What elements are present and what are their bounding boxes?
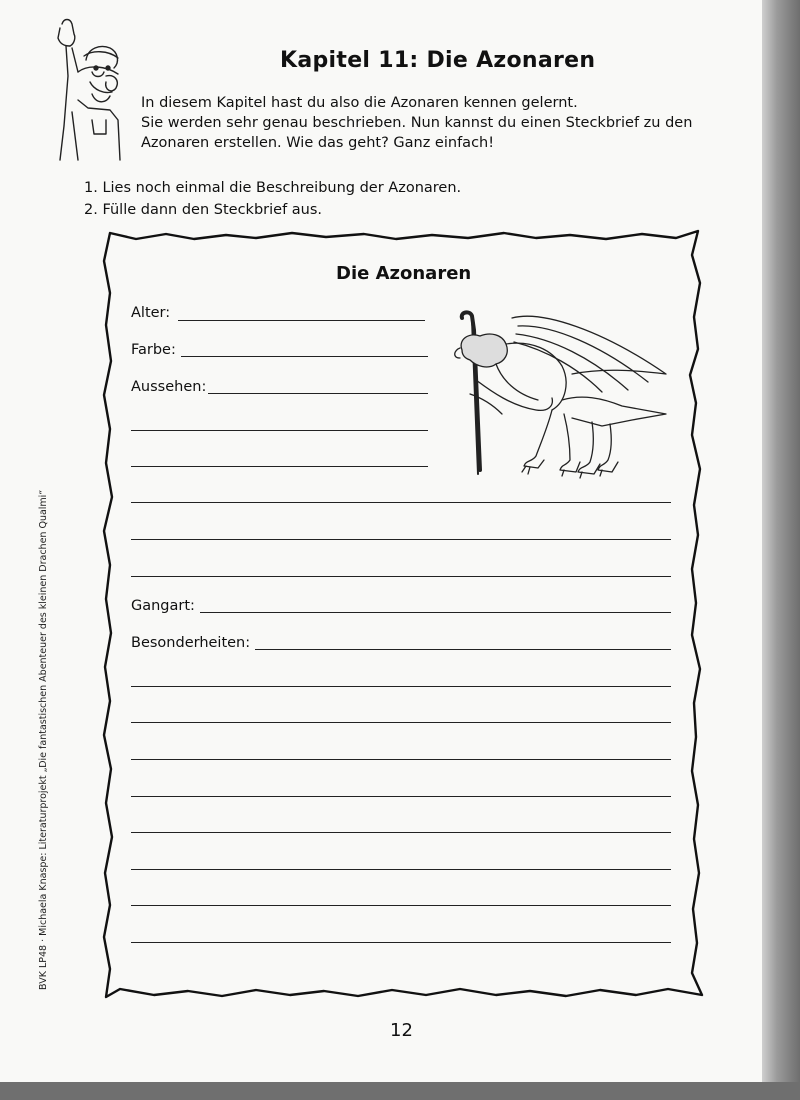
page-number: 12: [390, 1020, 413, 1041]
aussehen-answer-line[interactable]: [131, 502, 671, 503]
aussehen-answer-line[interactable]: [131, 466, 428, 467]
intro-line: Azonaren erstellen. Wie das geht? Ganz einfach!: [141, 135, 495, 151]
instruction-item: 2. Fülle dann den Steckbrief aus.: [84, 202, 323, 218]
aussehen-answer-line[interactable]: [208, 393, 428, 394]
aussehen-answer-line[interactable]: [131, 576, 671, 577]
intro-line: In diesem Kapitel hast du also die Azonaren kennen gelernt.: [141, 95, 578, 111]
intro-line: Sie werden sehr genau beschrieben. Nun kannst du einen Steckbrief zu den: [141, 115, 693, 131]
profile-heading: Die Azonaren: [336, 263, 472, 284]
besonderheiten-answer-line[interactable]: [131, 796, 671, 797]
aussehen-label: Aussehen:: [131, 379, 207, 395]
farbe-label: Farbe:: [131, 342, 176, 358]
besonderheiten-answer-line[interactable]: [131, 686, 671, 687]
gangart-answer-line[interactable]: [200, 612, 671, 613]
besonderheiten-answer-line[interactable]: [131, 832, 671, 833]
instruction-item: 1. Lies noch einmal die Beschreibung der Azonaren.: [84, 180, 462, 196]
farbe-answer-line[interactable]: [181, 356, 428, 357]
besonderheiten-label: Besonderheiten:: [131, 635, 251, 651]
page-edge-shadow: [762, 0, 800, 1100]
gangart-label: Gangart:: [131, 598, 195, 614]
besonderheiten-answer-line[interactable]: [255, 649, 671, 650]
azonar-creature-illustration: [452, 310, 674, 480]
aussehen-answer-line[interactable]: [131, 430, 428, 431]
publisher-credit: BVK LP48 · Michaela Knaspe: Literaturprojekt „Die fantastischen Abenteuer des kleinen Drachen Qualmi“: [38, 489, 49, 990]
chapter-title: Kapitel 11: Die Azonaren: [280, 48, 596, 73]
instruction-list: [84, 177, 461, 221]
besonderheiten-answer-line[interactable]: [131, 869, 671, 870]
besonderheiten-answer-line[interactable]: [131, 905, 671, 906]
besonderheiten-answer-line[interactable]: [131, 942, 671, 943]
waving-man-illustration: [48, 16, 130, 162]
besonderheiten-answer-line[interactable]: [131, 722, 671, 723]
besonderheiten-answer-line[interactable]: [131, 759, 671, 760]
scan-bottom-edge: [0, 1082, 800, 1100]
aussehen-answer-line[interactable]: [131, 539, 671, 540]
alter-label: Alter:: [131, 305, 171, 321]
alter-answer-line[interactable]: [178, 320, 425, 321]
intro-paragraph: [141, 93, 711, 153]
